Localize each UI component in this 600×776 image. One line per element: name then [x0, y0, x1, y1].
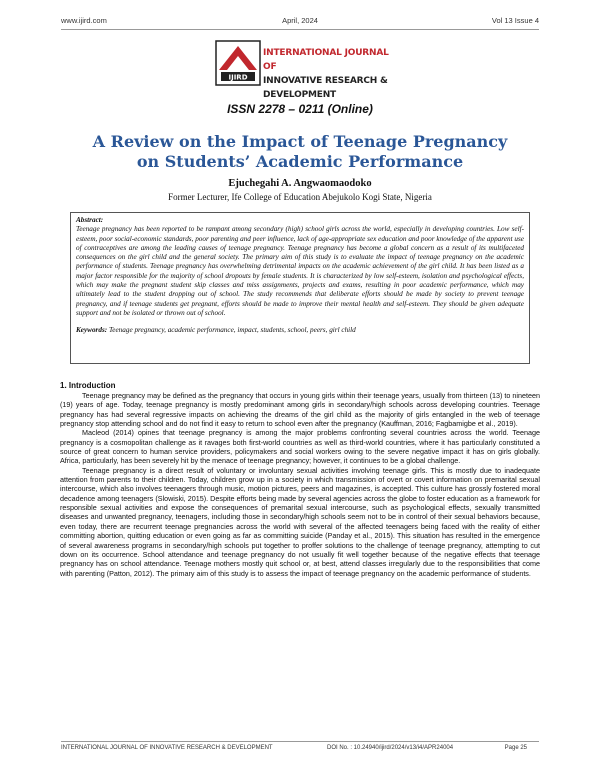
keywords-label: Keywords: — [76, 326, 108, 335]
keywords — [76, 326, 524, 335]
footer-rule — [61, 741, 539, 742]
abstract-heading: Abstract: — [76, 216, 104, 224]
paragraph-3: Teenage pregnancy is a direct result of voluntary or involuntary sexual activities involving teenage girls. This is mostly due to inadequate attention from parents to their children. Today, children grow up in a society in which transmission of overt or covert information on premarital sexual intercourse, which also involves teenagers through music, motion pictures, peers and magazines, is accepted. This culture has grossly fostered moral decadence among teenagers (Slowiski, 2015). Despite efforts being made by several agencies across the globe to foster education as a framework for responsible sexual activities and expose the consequences of premarital sexual intercourse, such as psychological effects, sexually transmitted diseases and unwanted pregnancy, teenagers, including those in secondary/high schools seem not to be in control of their sexual behaviors because, even today, there are recurrent teenage pregnancies across the world with several of the affected teenagers being faced with the reality of either committing abortion, quitting education or even going as far as committing suicide (Panday et al., 2015). This situation has resulted in the emergence of several awareness programs in secondary/high schools put together to proffer solutions to the challenge of teenage pregnancy, attempting to cut down on its occurrence. School attendance and teenage pregnancy do not usually fit well together because of the negative effects that teenage pregnancy has on school attendance. Teenage mothers mostly quit school or, at best, attend classes irregularly due to the responsibilities that come with parenting (Patton, 2012). The primary aim of this study is to assess the impact of teenage pregnancy on the academic performance of students. — [60, 465, 540, 578]
logo-line-1: INTERNATIONAL JOURNAL OF — [263, 48, 389, 72]
issue-date: April, 2024 — [282, 16, 318, 25]
author-name: Ejuchegahi A. Angwaomaodoko — [228, 178, 372, 189]
author-affiliation: Former Lecturer, Ife College of Education Abejukolo Kogi State, Nigeria — [168, 192, 432, 202]
body-text — [60, 391, 540, 578]
journal-url[interactable]: www.ijird.com — [61, 16, 107, 25]
abstract-text: Teenage pregnancy has been reported to be rampant among secondary (high) school girls across the world, especially in developing countries. Low self-esteem, poor social-economic standards, poor parenting and peer influence, lack of age-appropriate sex education and poor knowledge of the apparent use of contraceptives are among the leading causes of teenage pregnancy. Teenage pregnancy has become a global concern as a result of its multifaceted consequences on the girl child and the general society. The primary aim of this study is to evaluate the impact of teenage pregnancy on the academic performance of students. Teenage pregnancy has overwhelming detrimental impacts on the academic achievement of the girl child. It has been listed as a major factor responsible for the majority of school dropouts by female students. It is characterized by low self-esteem, isolation and psychological effects, which may make the pregnant student skip classes and miss assignments, projects and exams, resulting in poor academic performance, which may ultimately lead to the student dropping out of school. The study recommends that deliberate efforts should be made by society to prevent teenage pregnancy, and if teenage students get pregnant, efforts should be made to improve their mental health and self-esteem. They should be given adequate support and not be isolated or thrown out of school. — [76, 225, 524, 317]
footer-journal: INTERNATIONAL JOURNAL OF INNOVATIVE RESEARCH & DEVELOPMENT — [61, 745, 273, 751]
volume-issue: Vol 13 Issue 4 — [491, 16, 539, 25]
running-header — [61, 16, 539, 28]
journal-logo — [215, 40, 390, 100]
page-number: Page 25 — [504, 745, 527, 751]
logo-line-2: INNOVATIVE RESEARCH & DEVELOPMENT — [263, 76, 388, 100]
header-rule — [61, 29, 539, 30]
abstract-box — [70, 212, 530, 364]
logo-emblem-text: IJIRD — [228, 73, 248, 82]
paragraph-2: Macleod (2014) opines that teenage pregnancy is among the major problems confronting several countries across the world. Teenage pregnancy is a cosmopolitan challenge as it ravages both first-world countries as well as third-world countries, where it has particularly constituted a source of great concern to human service providers, policymakers and social workers owing to the severe negative impact it has on girls globally. Africa, particularly, has been severely hit by the menace of teenage pregnancy; however, it continues to be a global challenge. — [60, 428, 540, 466]
paragraph-1: Teenage pregnancy may be defined as the pregnancy that occurs in young girls within their teenage years, usually from thirteen (13) to nineteen (19) years of age. Today, teenage pregnancy is mostly predominant among girls in secondary/high schools across developing countries. Teenage pregnancy has had several regressive impacts on achieving the dreams of the girl child as the majority of girls entangled in the web of teenage pregnancy stop attending school and do not find it easy to return to school even after the pregnancy (Kauffman, 2016; Fagbamigbe et al., 2019). — [60, 391, 540, 429]
issn: ISSN 2278 – 0211 (Online) — [227, 102, 373, 116]
logo-text — [263, 46, 393, 102]
section-heading: 1. Introduction — [60, 381, 116, 390]
keywords-list: Teenage pregnancy, academic performance, impact, students, school, peers, girl child — [108, 326, 356, 335]
footer-doi[interactable]: DOI No. : 10.24940/ijird/2024/v13/i4/APR24004 — [327, 745, 454, 751]
running-footer — [61, 745, 539, 757]
paper-title: A Review on the Impact of Teenage Pregnancy on Students’ Academic Performance — [92, 132, 508, 171]
logo-emblem-icon — [215, 40, 261, 86]
